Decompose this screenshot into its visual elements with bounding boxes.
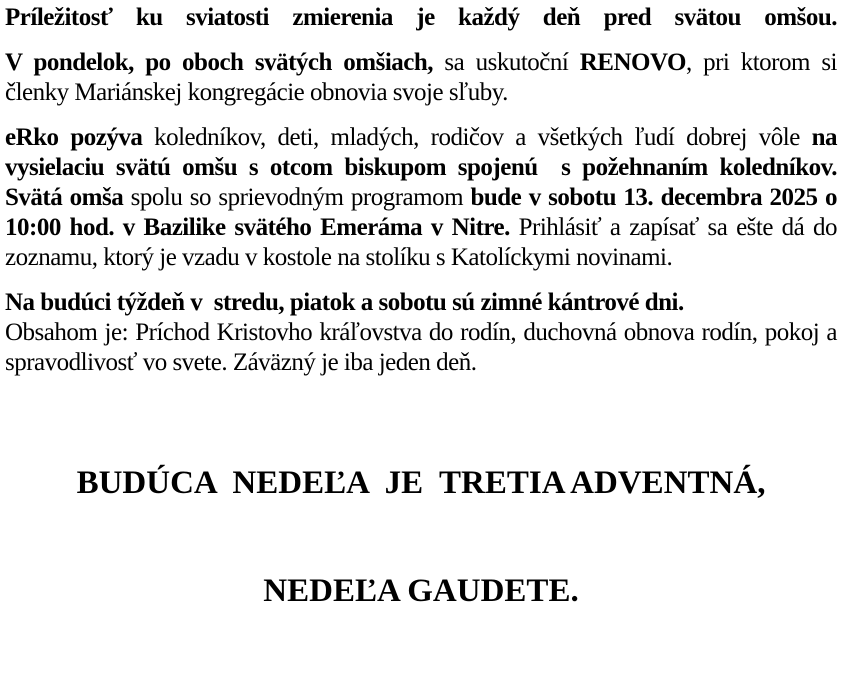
closing-line-2: NEDEĽA GAUDETE. [263,573,579,609]
paragraph-ember-days-notice [5,288,843,378]
text-run: Obsahom je: Príchod Kristovho kráľovstva do rodín, duchovná obnova rodín, pokoj a spravodlivosť vo svete. Záväzný je iba jeden deň. [5,319,843,376]
text-run: Príležitosť ku sviatosti zmierenia je každý deň pred svätou omšou. [5,4,837,31]
text-run: V pondelok, po oboch svätých omšiach, [5,49,445,76]
closing-line-1: BUDÚCA NEDEĽA JE TRETIA ADVENTNÁ, [76,465,766,501]
closing-heading [5,393,837,681]
paragraph-confession-notice [5,3,837,33]
text-run: Na budúci týždeň v stredu, piatok a sobotu sú zimné kántrové dni. [5,289,684,316]
text-run: eRko pozýva [5,124,155,151]
text-run: spolu so sprievodným programom [130,184,471,211]
paragraph-renovo-notice [5,48,843,108]
text-run: bude v sobotu 13. decembra 2025 o 10:00 hod. v Bazilike svätého Emeráma v Nitre. [5,184,843,241]
text-run: Prihlásiť a zapísať sa ešte dá do zoznamu, ktorý je vzadu v kostole na stolíku s Katolíckymi novinami. [5,214,843,271]
text-run: , pri ktorom si členky Mariánskej kongregácie obnovia svoje sľuby. [5,49,843,106]
paragraph-erko-notice [5,123,843,273]
document-body [5,3,843,378]
text-run: sa uskutoční [444,49,580,76]
text-run: koledníkov, deti, mladých, rodičov a všetkých ľudí dobrej vôle [154,124,812,151]
text-run: na vysielaciu svätú omšu s otcom biskupom spojenú s požehnaním koledníkov. Svätá omša [5,124,843,211]
text-run: RENOVO [579,49,686,76]
